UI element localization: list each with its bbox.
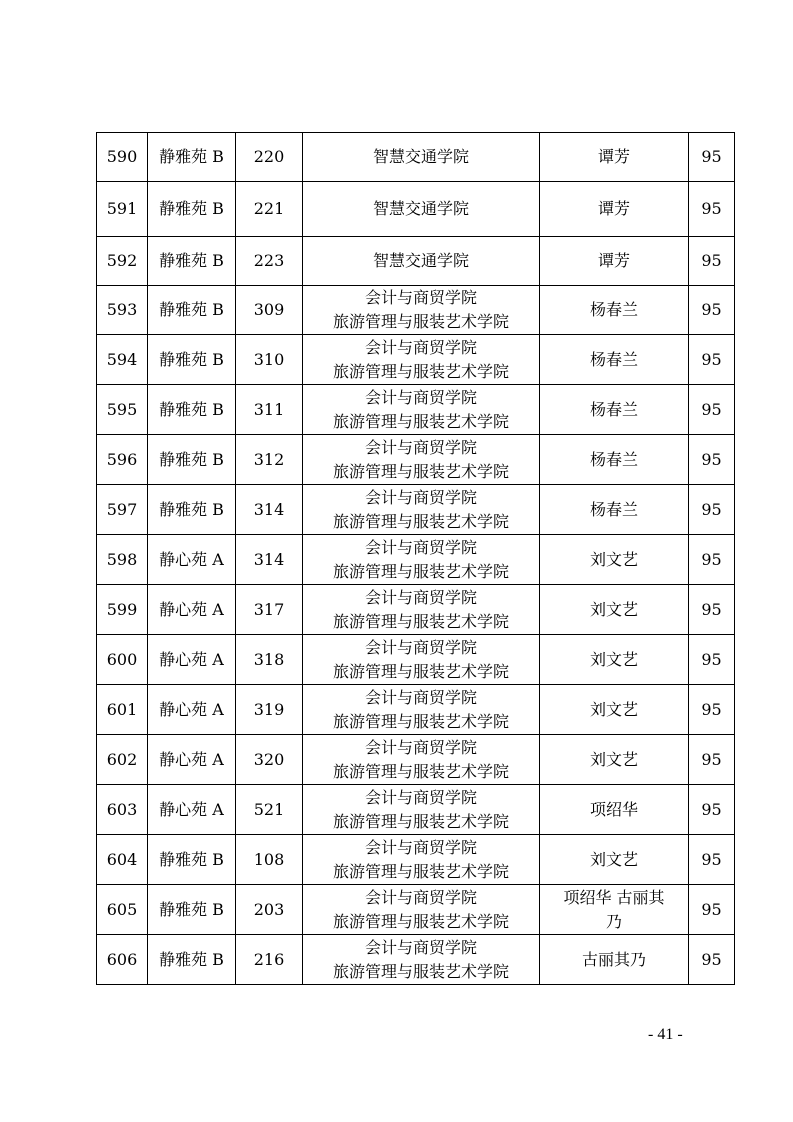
table-row — [97, 785, 735, 835]
cell-building: 静心苑 A — [148, 635, 236, 685]
table-row — [97, 335, 735, 385]
cell-room: 203 — [236, 885, 303, 935]
cell-teacher — [540, 685, 689, 735]
cell-building: 静雅苑 B — [148, 133, 236, 182]
cell-score: 95 — [689, 935, 735, 985]
cell-number: 604 — [97, 835, 148, 885]
cell-department — [303, 785, 540, 835]
cell-score: 95 — [689, 835, 735, 885]
table-row — [97, 735, 735, 785]
department-name: 旅游管理与服装艺术学院 — [332, 761, 509, 781]
cell-teacher — [540, 885, 689, 935]
department-name: 会计与商贸学院 — [364, 537, 477, 557]
cell-teacher — [540, 635, 689, 685]
teacher-name: 刘文艺 — [589, 549, 638, 569]
cell-building: 静雅苑 B — [148, 182, 236, 237]
cell-teacher — [540, 286, 689, 335]
cell-department — [303, 385, 540, 435]
inspection-table — [96, 132, 735, 985]
department-name: 智慧交通学院 — [372, 251, 469, 270]
department-name: 旅游管理与服装艺术学院 — [332, 511, 509, 531]
teacher-name: 刘文艺 — [589, 649, 638, 669]
cell-teacher — [540, 485, 689, 535]
teacher-name: 刘文艺 — [589, 599, 638, 619]
cell-room: 318 — [236, 635, 303, 685]
cell-number: 600 — [97, 635, 148, 685]
teacher-name: 谭芳 — [597, 251, 630, 270]
table-row — [97, 585, 735, 635]
teacher-name: 杨春兰 — [589, 300, 638, 319]
department-name: 会计与商贸学院 — [364, 787, 477, 807]
cell-score: 95 — [689, 535, 735, 585]
cell-room: 221 — [236, 182, 303, 237]
department-name: 会计与商贸学院 — [364, 637, 477, 657]
cell-score: 95 — [689, 435, 735, 485]
cell-score: 95 — [689, 635, 735, 685]
cell-room: 108 — [236, 835, 303, 885]
cell-number: 597 — [97, 485, 148, 535]
department-name: 旅游管理与服装艺术学院 — [332, 312, 509, 331]
cell-number: 606 — [97, 935, 148, 985]
cell-score: 95 — [689, 385, 735, 435]
department-name: 旅游管理与服装艺术学院 — [332, 611, 509, 631]
department-name: 旅游管理与服装艺术学院 — [332, 961, 509, 981]
cell-teacher — [540, 735, 689, 785]
department-name: 旅游管理与服装艺术学院 — [332, 711, 509, 731]
department-name: 会计与商贸学院 — [364, 837, 477, 857]
cell-number: 603 — [97, 785, 148, 835]
cell-score: 95 — [689, 237, 735, 286]
cell-department — [303, 535, 540, 585]
cell-score: 95 — [689, 735, 735, 785]
department-name: 会计与商贸学院 — [364, 487, 477, 507]
table-row — [97, 286, 735, 335]
table-row — [97, 435, 735, 485]
table-body — [97, 133, 735, 985]
cell-building: 静心苑 A — [148, 535, 236, 585]
table-row — [97, 485, 735, 535]
table-row — [97, 635, 735, 685]
department-name: 智慧交通学院 — [372, 147, 469, 166]
cell-building: 静雅苑 B — [148, 485, 236, 535]
table-row — [97, 133, 735, 182]
teacher-name: 杨春兰 — [589, 499, 638, 519]
department-name: 旅游管理与服装艺术学院 — [332, 861, 509, 881]
cell-room: 320 — [236, 735, 303, 785]
cell-score: 95 — [689, 585, 735, 635]
cell-department — [303, 133, 540, 182]
cell-room: 312 — [236, 435, 303, 485]
teacher-name: 刘文艺 — [589, 849, 638, 869]
department-name: 会计与商贸学院 — [364, 387, 477, 407]
cell-number: 591 — [97, 182, 148, 237]
cell-department — [303, 435, 540, 485]
table-row — [97, 935, 735, 985]
teacher-name: 杨春兰 — [589, 349, 638, 369]
cell-department — [303, 182, 540, 237]
cell-department — [303, 835, 540, 885]
cell-building: 静心苑 A — [148, 735, 236, 785]
cell-department — [303, 935, 540, 985]
cell-score: 95 — [689, 286, 735, 335]
cell-building: 静心苑 A — [148, 785, 236, 835]
department-name: 旅游管理与服装艺术学院 — [332, 561, 509, 581]
cell-teacher — [540, 237, 689, 286]
cell-score: 95 — [689, 485, 735, 535]
table-row — [97, 535, 735, 585]
cell-building: 静雅苑 B — [148, 835, 236, 885]
table-row — [97, 385, 735, 435]
cell-building: 静雅苑 B — [148, 286, 236, 335]
table-row — [97, 237, 735, 286]
teacher-name: 谭芳 — [597, 199, 630, 218]
cell-department — [303, 237, 540, 286]
cell-room: 314 — [236, 535, 303, 585]
department-name: 会计与商贸学院 — [364, 737, 477, 757]
department-name: 会计与商贸学院 — [364, 887, 477, 907]
cell-room: 521 — [236, 785, 303, 835]
cell-room: 317 — [236, 585, 303, 635]
cell-number: 592 — [97, 237, 148, 286]
teacher-name: 古丽其乃 — [581, 949, 646, 969]
cell-room: 310 — [236, 335, 303, 385]
cell-number: 596 — [97, 435, 148, 485]
cell-department — [303, 735, 540, 785]
page-number: - 41 - — [648, 1026, 683, 1043]
cell-building: 静雅苑 B — [148, 237, 236, 286]
teacher-name: 杨春兰 — [589, 449, 638, 469]
table-row — [97, 835, 735, 885]
department-name: 旅游管理与服装艺术学院 — [332, 461, 509, 481]
cell-department — [303, 685, 540, 735]
cell-score: 95 — [689, 133, 735, 182]
cell-building: 静心苑 A — [148, 585, 236, 635]
cell-score: 95 — [689, 785, 735, 835]
cell-score: 95 — [689, 685, 735, 735]
cell-building: 静雅苑 B — [148, 335, 236, 385]
cell-score: 95 — [689, 885, 735, 935]
cell-number: 590 — [97, 133, 148, 182]
department-name: 旅游管理与服装艺术学院 — [332, 361, 509, 381]
teacher-name: 刘文艺 — [589, 699, 638, 719]
cell-teacher — [540, 385, 689, 435]
cell-number: 593 — [97, 286, 148, 335]
department-name: 旅游管理与服装艺术学院 — [332, 811, 509, 831]
cell-department — [303, 585, 540, 635]
department-name: 会计与商贸学院 — [364, 687, 477, 707]
cell-number: 595 — [97, 385, 148, 435]
cell-room: 314 — [236, 485, 303, 535]
cell-room: 309 — [236, 286, 303, 335]
teacher-name: 谭芳 — [597, 147, 630, 166]
cell-department — [303, 335, 540, 385]
cell-teacher — [540, 935, 689, 985]
cell-building: 静雅苑 B — [148, 935, 236, 985]
cell-teacher — [540, 335, 689, 385]
teacher-name: 项绍华 — [589, 799, 638, 819]
cell-building: 静心苑 A — [148, 685, 236, 735]
cell-room: 223 — [236, 237, 303, 286]
department-name: 会计与商贸学院 — [364, 437, 477, 457]
cell-number: 602 — [97, 735, 148, 785]
cell-number: 598 — [97, 535, 148, 585]
cell-teacher — [540, 785, 689, 835]
department-name: 旅游管理与服装艺术学院 — [332, 411, 509, 431]
cell-score: 95 — [689, 335, 735, 385]
teacher-name: 刘文艺 — [589, 749, 638, 769]
cell-number: 594 — [97, 335, 148, 385]
department-name: 会计与商贸学院 — [364, 288, 477, 307]
cell-room: 216 — [236, 935, 303, 985]
cell-teacher — [540, 133, 689, 182]
cell-building: 静雅苑 B — [148, 885, 236, 935]
cell-number: 601 — [97, 685, 148, 735]
cell-department — [303, 485, 540, 535]
cell-department — [303, 885, 540, 935]
cell-department — [303, 635, 540, 685]
cell-score: 95 — [689, 182, 735, 237]
cell-building: 静雅苑 B — [148, 435, 236, 485]
department-name: 会计与商贸学院 — [364, 337, 477, 357]
cell-number: 599 — [97, 585, 148, 635]
cell-teacher — [540, 585, 689, 635]
cell-number: 605 — [97, 885, 148, 935]
cell-teacher — [540, 535, 689, 585]
table-row — [97, 885, 735, 935]
teacher-name: 杨春兰 — [589, 399, 638, 419]
cell-teacher — [540, 182, 689, 237]
table-row — [97, 685, 735, 735]
teacher-name: 项绍华 古丽其乃 — [563, 887, 665, 931]
cell-room: 319 — [236, 685, 303, 735]
department-name: 旅游管理与服装艺术学院 — [332, 661, 509, 681]
department-name: 会计与商贸学院 — [364, 587, 477, 607]
cell-teacher — [540, 435, 689, 485]
cell-room: 220 — [236, 133, 303, 182]
department-name: 会计与商贸学院 — [364, 937, 477, 957]
department-name: 旅游管理与服装艺术学院 — [332, 911, 509, 931]
cell-building: 静雅苑 B — [148, 385, 236, 435]
cell-department — [303, 286, 540, 335]
table-row — [97, 182, 735, 237]
department-name: 智慧交通学院 — [372, 199, 469, 218]
cell-teacher — [540, 835, 689, 885]
cell-room: 311 — [236, 385, 303, 435]
